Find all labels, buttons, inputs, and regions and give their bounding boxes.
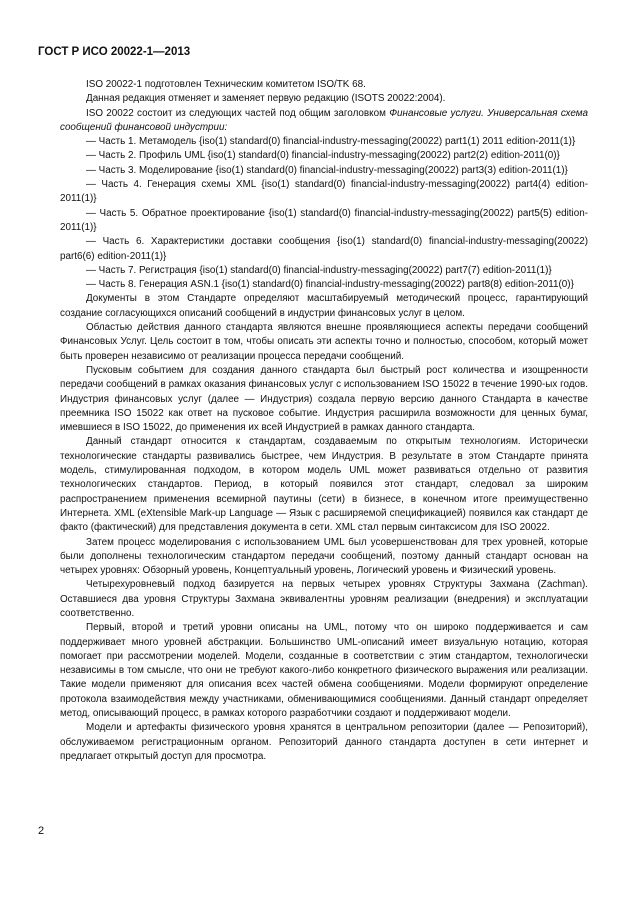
part-list-item: — Часть 1. Метамодель {iso(1) standard(0) financial-industry-messaging(20022) part1(1) 2011 edition-2011(1)} bbox=[86, 136, 576, 148]
paragraph-body-1: Документы в этом Стандарте определяют масштабируемый методический процесс, гарантирующий создание согласующихся описаний сообщений в индустрии финансовых услуг в целом. bbox=[60, 293, 588, 319]
paragraph-body-6: Четырехуровневый подход базируется на первых четырех уровнях Структуры Захмана (Zachman). Оставшиеся два уровня Структуры Захмана эквивалентны уровням реализации (внедрения) и эксплуатации соответственно. bbox=[60, 579, 588, 619]
paragraph-body-4: Данный стандарт относится к стандартам, создаваемым по открытым технологиям. Исторически технологические стандарты развивались быстрее, чем Индустрия. В результате в этом Стандарте принята модель, стимулированная подходом, в котором модель UML может развиваться отдельно от развития технологических стандартов. Период, в который появился этот стандарт, следовал за широким распространением применения всемирной паутины (сети) в бизнесе, в конечном итоге преимущественно Интернета. XML (eXtensible Mark-up Language — Язык с расширяемой спецификацией) появился как стандарт де факто (фактический) для представления документа в сети. XML стал первым синтаксисом для ISO 20022. bbox=[60, 436, 588, 534]
part-list-item: — Часть 4. Генерация схемы XML {iso(1) standard(0) financial-industry-messaging(20022) part4(4) edition-2011(1)} bbox=[60, 179, 588, 205]
paragraph-intro-1: ISO 20022-1 подготовлен Техническим комитетом ISO/TK 68. bbox=[86, 79, 366, 90]
part-list-item: — Часть 7. Регистрация {iso(1) standard(0) financial-industry-messaging(20022) part7(7) edition-2011(1)} bbox=[86, 264, 552, 276]
document-header bbox=[38, 46, 190, 58]
part-list-item: — Часть 8. Генерация ASN.1 {iso(1) standard(0) financial-industry-messaging(20022) part8(8) edition-2011(0)} bbox=[86, 279, 574, 291]
part-list-item: — Часть 3. Моделирование {iso(1) standard(0) financial-industry-messaging(20022) part3(3) edition-2011(1)} bbox=[86, 164, 568, 176]
page-body bbox=[60, 78, 588, 764]
standard-title: ГОСТ Р ИСО 20022-1—2013 bbox=[38, 46, 191, 58]
part-list-item: — Часть 6. Характеристики доставки сообщения {iso(1) standard(0) financial-industry-messaging(20022) part6(6) edition-2011(1)} bbox=[60, 236, 588, 262]
paragraph-body-8: Модели и артефакты физического уровня хранятся в центральном репозитории (далее — Репозиторий), обслуживаемом регистрационным органом. Репозиторий данного стандарта доступен в сети интернет и предлагает открытый доступ для просмотра. bbox=[60, 722, 588, 762]
paragraph-parts-intro bbox=[60, 107, 588, 136]
parts-intro-prefix: ISO 20022 состоит из следующих частей под общим заголовком bbox=[86, 107, 390, 119]
paragraph-body-2: Областью действия данного стандарта являются внешне проявляющиеся аспекты передачи сообщений Финансовых Услуг. Цель состоит в том, чтобы описать эти аспекты точно и полностью, способом, который может быть проверен независимо от реализации процесса передачи сообщений. bbox=[60, 322, 588, 362]
paragraph-intro-2: Данная редакция отменяет и заменяет первую редакцию (ISOTS 20022:2004). bbox=[86, 93, 446, 105]
part-list-item: — Часть 5. Обратное проектирование {iso(1) standard(0) financial-industry-messaging(20022) part5(5) edition-2011(1)} bbox=[60, 207, 588, 233]
paragraph-body-5: Затем процесс моделирования с использованием UML был усовершенствован для трех уровней, которые были дополнены технологическим стандартом передачи сообщений, поэтому данный стандарт основан на четырех уровнях: Обзорный уровень, Концептуальный уровень, Логический уровень и Физический уровень. bbox=[60, 536, 588, 577]
page-number: 2 bbox=[38, 825, 45, 837]
parts-intro-italic-title: Финансовые услуги. Универсальная схема сообщений финансовой индустрии: bbox=[60, 107, 589, 133]
part-list-item: — Часть 2. Профиль UML {iso(1) standard(0) financial-industry-messaging(20022) part2(2) edition-2011(0)} bbox=[86, 150, 560, 162]
paragraph-body-3: Пусковым событием для создания данного стандарта был быстрый рост количества и изощренности передачи сообщений в рамках оказания финансовых услуг с использованием ISO 15022 в течение 1990-ых годов. Индустрия финансовых услуг (далее — Индустрия) создала первую версию данного Стандарта в качестве преемника ISO 15022 как ответ на пусковое событие. Индустрия расширила возможности для ценных бумаг, имевшиеся в ISO 15022, до применения их всей Индустрией в рамках данного стандарта. bbox=[60, 364, 588, 434]
paragraph-body-7: Первый, второй и третий уровни описаны на UML, потому что он широко поддерживается и сам поддерживает много уровней абстракции. Большинство UML-описаний имеет визуальную нотацию, которая помогает при рассмотрении моделей. Модели, созданные в соответствии с этим стандартом, технологически независимы в том смысле, что они не требуют какого-либо конкретного физического выражения или реализации. Такие модели применяют для описания всех частей обмена сообщениями. Модели формируют определение протокола взаимодействия между участниками, обменивающимися сообщениями. Данный стандарт определяет метод, описывающий процесс, в рамках которого разработчики создают и поддерживают модели. bbox=[60, 622, 588, 720]
